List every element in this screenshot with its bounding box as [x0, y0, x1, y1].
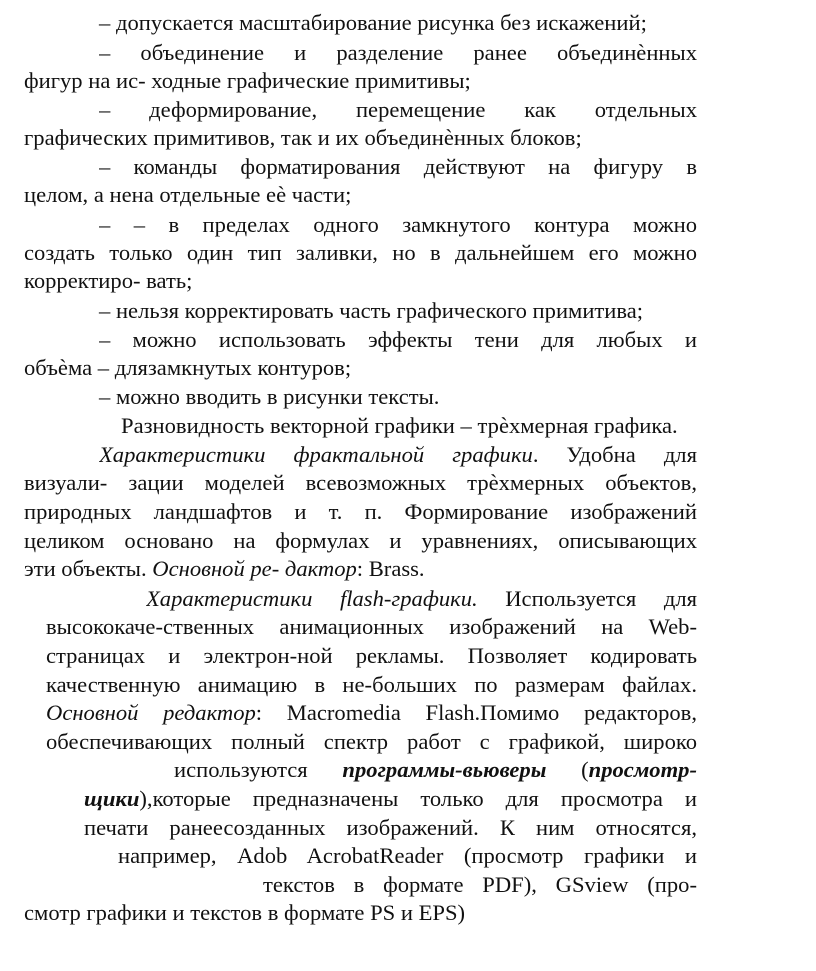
text-line [118, 841, 697, 871]
text-line [99, 440, 697, 470]
text-line [24, 238, 697, 268]
emphasis-text: Основной ре- дактор [152, 556, 357, 581]
text-line [99, 38, 697, 68]
text-line [24, 898, 465, 928]
text-line [46, 670, 697, 700]
text-line [84, 813, 697, 843]
text-line [24, 353, 351, 383]
text-segment: объѐма – длязамкнутых контуров; [24, 355, 352, 380]
text-segment: – допускается масштабирование рисунка без искажений; [99, 10, 647, 35]
text-segment: визуали- зации моделей всевозможных трѐхмерных объектов, [24, 470, 697, 495]
text-segment: Используется для [477, 586, 697, 611]
emphasis-text: программы-вьюверы [342, 757, 547, 782]
text-segment: создать только один тип заливки, но в дальнейшем его можно [24, 240, 697, 265]
text-segment: – нельзя корректировать часть графического примитива; [99, 298, 644, 323]
text-line [174, 755, 697, 785]
text-line [99, 296, 643, 326]
text-segment: текстов в формате PDF), GSview (про- [263, 872, 697, 897]
emphasis-text: Основной редактор [46, 700, 256, 725]
text-line [24, 526, 697, 556]
text-segment: используются [174, 757, 343, 782]
text-segment: ( [546, 757, 589, 782]
text-line [121, 411, 678, 441]
text-line [24, 66, 471, 96]
text-line [84, 784, 697, 814]
text-segment: природных ландшафтов и т. п. Формирование изображений [24, 499, 697, 524]
emphasis-text: щики [84, 786, 140, 811]
text-line [263, 870, 697, 900]
text-line [146, 584, 697, 614]
text-line [24, 123, 582, 153]
text-segment: целом, а нена отдельные еѐ части; [24, 182, 352, 207]
text-line [24, 180, 351, 210]
text-segment: высококаче-ственных анимационных изображений на Web- [46, 614, 697, 639]
text-segment: фигур на ис- ходные графические примитивы; [24, 68, 471, 93]
text-segment: смотр графики и текстов в формате PS и EPS) [24, 900, 466, 925]
text-line [24, 554, 425, 584]
emphasis-text: Характеристики фрактальной графики [99, 442, 533, 467]
text-line [99, 382, 439, 412]
emphasis-text: Характеристики flash-графики. [146, 586, 478, 611]
text-line [24, 468, 697, 498]
text-segment: – деформирование, перемещение как отдельных [99, 97, 697, 122]
text-segment: страницах и электрон-ной рекламы. Позволяет кодировать [46, 643, 697, 668]
text-segment: корректиро- вать; [24, 268, 193, 293]
text-segment: : Brass. [356, 556, 425, 581]
text-segment: целиком основано на формулах и уравнениях, описывающих [24, 528, 697, 553]
text-segment: . Удобна для [532, 442, 697, 467]
text-line [99, 8, 647, 38]
text-segment: Разновидность векторной графики – трѐхмерная графика. [121, 413, 678, 438]
text-line [46, 612, 697, 642]
text-segment: обеспечивающих полный спектр работ с графикой, широко [46, 729, 697, 754]
text-line [46, 698, 697, 728]
text-line [46, 727, 697, 757]
text-line [46, 641, 697, 671]
emphasis-text: просмотр- [588, 757, 697, 782]
text-segment: ),которые предназначены только для просмотра и [139, 786, 697, 811]
text-segment: – – в пределах одного замкнутого контура можно [99, 212, 697, 237]
text-line [99, 152, 697, 182]
text-line [99, 325, 697, 355]
text-segment: – объединение и разделение ранее объединѐнных [99, 40, 697, 65]
text-segment: : Macromedia Flash.Помимо редакторов, [255, 700, 697, 725]
text-segment: графических примитивов, так и их объединѐнных блоков; [24, 125, 582, 150]
text-line [24, 497, 697, 527]
text-segment: эти объекты. [24, 556, 153, 581]
text-line [99, 210, 697, 240]
text-segment: например, Adob AcrobatReader (просмотр графики и [118, 843, 697, 868]
text-segment: – можно использовать эффекты тени для любых и [99, 327, 697, 352]
text-segment: печати ранеесозданных изображений. К ним относятся, [84, 815, 697, 840]
text-segment: – можно вводить в рисунки тексты. [99, 384, 440, 409]
text-segment: – команды форматирования действуют на фигуру в [99, 154, 697, 179]
text-segment: качественную анимацию в не-больших по размерам файлах. [46, 672, 697, 697]
text-line [99, 95, 697, 125]
text-line [24, 266, 192, 296]
